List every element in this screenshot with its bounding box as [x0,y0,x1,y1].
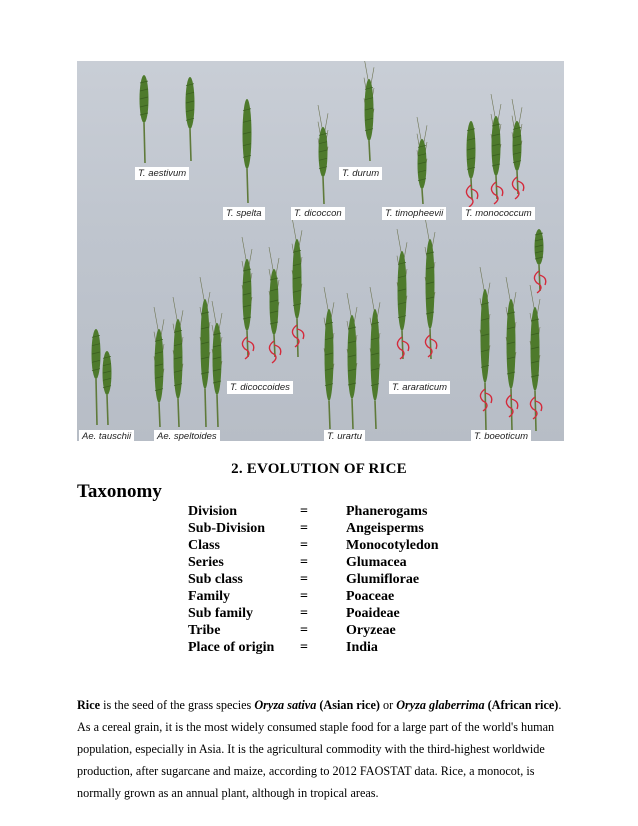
species-oryza-glaberrima: Oryza glaberrima [396,698,485,713]
wheat-spike [480,267,492,431]
taxonomy-rank: Sub family [188,606,253,621]
wheat-spike [269,247,281,363]
label-speltoides: Ae. speltoides [154,430,220,441]
label-araraticum: T. araraticum [389,381,450,394]
taxonomy-row [188,605,488,622]
taxonomy-value: India [346,640,378,655]
label-tauschii: Ae. tauschii [79,430,134,441]
wheat-spike [425,217,437,359]
wheat-spike [491,94,503,204]
wheat-spike [530,285,542,431]
taxonomy-row [188,554,488,571]
taxonomy-rank: Division [188,504,238,519]
taxonomy-equals: = [300,538,308,553]
label-monococcum: T. monococcum [462,207,535,220]
taxonomy-row [188,503,488,520]
taxonomy-value: Poaceae [346,589,395,604]
taxonomy-value: Glumiflorae [346,572,420,587]
taxonomy-row [188,571,488,588]
taxonomy-row [188,537,488,554]
wheat-spike [173,297,183,427]
taxonomy-rank: Sub class [188,572,243,587]
wheat-spike [397,229,409,359]
wheat-spike [92,329,101,425]
wheat-spike [417,117,427,204]
paragraph-text: . As a cereal grain, it is the most widely consumed staple food for a large part of the world's human population, especially in Asia. It is the agricultural commodity with the third-highest worldwide production, after sugarcane and maize, according to 2012 FAOSTAT data. Rice, a monocot, is normally grown as an annual plant, although in tropical areas. [77,698,562,801]
taxonomy-row [188,622,488,639]
label-dicoccon: T. dicoccon [291,207,345,220]
wheat-spike [364,61,374,161]
section-title: 2. EVOLUTION OF RICE [231,461,407,477]
taxonomy-rank: Sub-Division [188,521,266,536]
taxonomy-equals: = [300,504,308,519]
label-durum: T. durum [339,167,382,180]
label-dicoccoides: T. dicoccoides [227,381,293,394]
taxonomy-equals: = [300,572,308,587]
taxonomy-heading: Taxonomy [77,481,162,502]
label-spelta: T. spelta [223,207,265,220]
wheat-spike [186,77,195,161]
taxonomy-value: Angeisperms [346,521,424,536]
wheat-spike [212,301,222,427]
rice-term: Rice [77,698,101,713]
taxonomy-value: Oryzeae [346,623,396,638]
taxonomy-row [188,520,488,537]
taxonomy-equals: = [300,606,308,621]
taxonomy-table [188,503,488,656]
taxonomy-row [188,639,488,656]
taxonomy-equals: = [300,589,308,604]
taxonomy-rank: Series [188,555,224,570]
wheat-species-photo [77,61,564,441]
asian-rice-term: (Asian rice) [316,698,380,713]
wheat-spike [243,99,252,203]
taxonomy-value: Monocotyledon [346,538,439,553]
wheat-spike [347,293,357,429]
taxonomy-row [188,588,488,605]
paragraph-text: or [379,698,397,713]
wheat-spike [512,99,524,199]
wheat-spike [242,237,254,359]
wheat-spike [154,307,164,427]
wheat-spike [506,277,518,431]
wheat-spike [292,217,304,357]
paragraph-text: is the seed of the grass species [100,698,255,713]
wheat-spike [318,105,328,204]
species-oryza-sativa: Oryza sativa [254,698,317,713]
rice-description-paragraph [77,694,563,804]
taxonomy-value: Phanerogams [346,504,428,519]
label-urartu: T. urartu [324,430,365,441]
wheat-spike [466,121,477,207]
taxonomy-value: Glumacea [346,555,407,570]
wheat-spike [534,229,545,293]
wheat-spike [140,75,149,163]
wheat-spike [200,277,210,427]
label-timopheevii: T. timopheevii [382,207,446,220]
wheat-spikes-illustration [77,61,564,441]
taxonomy-rank: Family [188,589,230,604]
wheat-spike [324,287,334,429]
taxonomy-equals: = [300,521,308,536]
label-boeoticum: T. boeoticum [471,430,531,441]
taxonomy-equals: = [300,555,308,570]
wheat-spike [103,351,112,425]
taxonomy-value: Poaideae [346,606,400,621]
taxonomy-rank: Tribe [188,623,221,638]
taxonomy-equals: = [300,640,308,655]
taxonomy-rank: Place of origin [188,640,275,655]
african-rice-term: (African rice) [484,698,559,713]
label-aestivum: T. aestivum [135,167,189,180]
taxonomy-rank: Class [188,538,220,553]
wheat-spike [370,287,380,429]
taxonomy-equals: = [300,623,308,638]
